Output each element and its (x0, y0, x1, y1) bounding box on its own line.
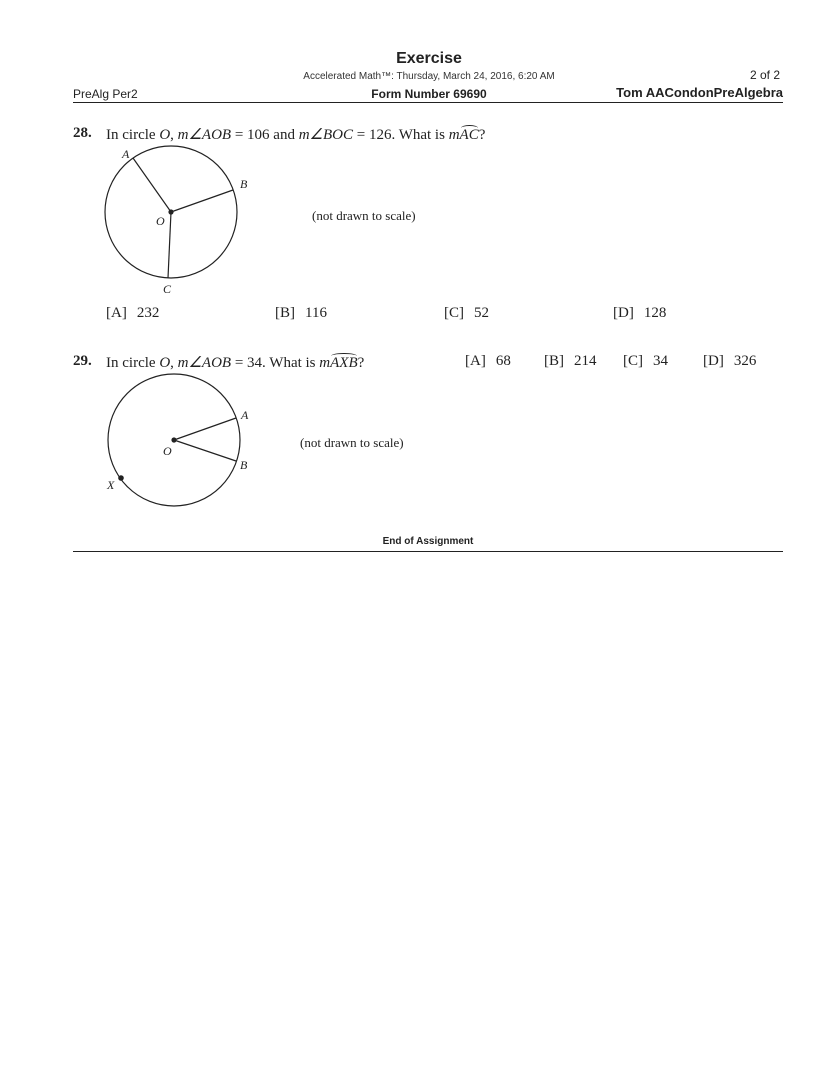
page-number: 2 of 2 (749, 68, 780, 82)
q28-number: 28. (73, 125, 92, 141)
q29-question-text: In circle O, m∠AOB = 34. What is mAXB? (106, 355, 365, 371)
q29-radius-ob (174, 440, 236, 461)
q28-choice-b[interactable]: [B] 116 (275, 305, 327, 321)
q29-point-x (118, 475, 124, 481)
q28-choice-c[interactable]: [C] 52 (444, 305, 489, 321)
q28-scale-note: (not drawn to scale) (312, 208, 416, 223)
student-name: Tom AACondonPreAlgebra (616, 85, 783, 100)
q28-choice-d[interactable]: [D] 128 (613, 305, 667, 321)
q29-choice-b[interactable]: [B] 214 (544, 353, 597, 369)
q29-number: 29. (73, 353, 92, 369)
q28-label-b: B (240, 177, 248, 191)
q29-radius-oa (174, 418, 236, 440)
q28-label-a: A (122, 147, 130, 161)
q28-label-c: C (163, 282, 172, 296)
q29-choice-a[interactable]: [A] 68 (465, 353, 511, 369)
q28-choice-a[interactable]: [A] 232 (106, 305, 160, 321)
q29-label-b: B (240, 458, 248, 472)
q29-center-point (171, 437, 176, 442)
q29-choice-c[interactable]: [C] 34 (623, 353, 668, 369)
footer-divider (73, 551, 783, 552)
q29-label-a: A (241, 408, 249, 422)
worksheet-subtitle: Accelerated Math™: Thursday, March 24, 2016, 6:20 AM (303, 71, 555, 82)
form-number: Form Number 69690 (371, 87, 487, 101)
q28-label-o: O (156, 214, 165, 228)
q29-label-x: X (107, 478, 115, 492)
q29-label-o: O (163, 444, 172, 458)
class-name: PreAlg Per2 (73, 87, 138, 101)
q29-scale-note: (not drawn to scale) (300, 435, 404, 450)
q29-choice-d[interactable]: [D] 326 (703, 353, 757, 369)
end-of-assignment: End of Assignment (382, 536, 474, 547)
q28-question-text: In circle O, m∠AOB = 106 and m∠BOC = 126. What is mAC? (106, 127, 486, 143)
worksheet-title: Exercise (396, 50, 462, 67)
